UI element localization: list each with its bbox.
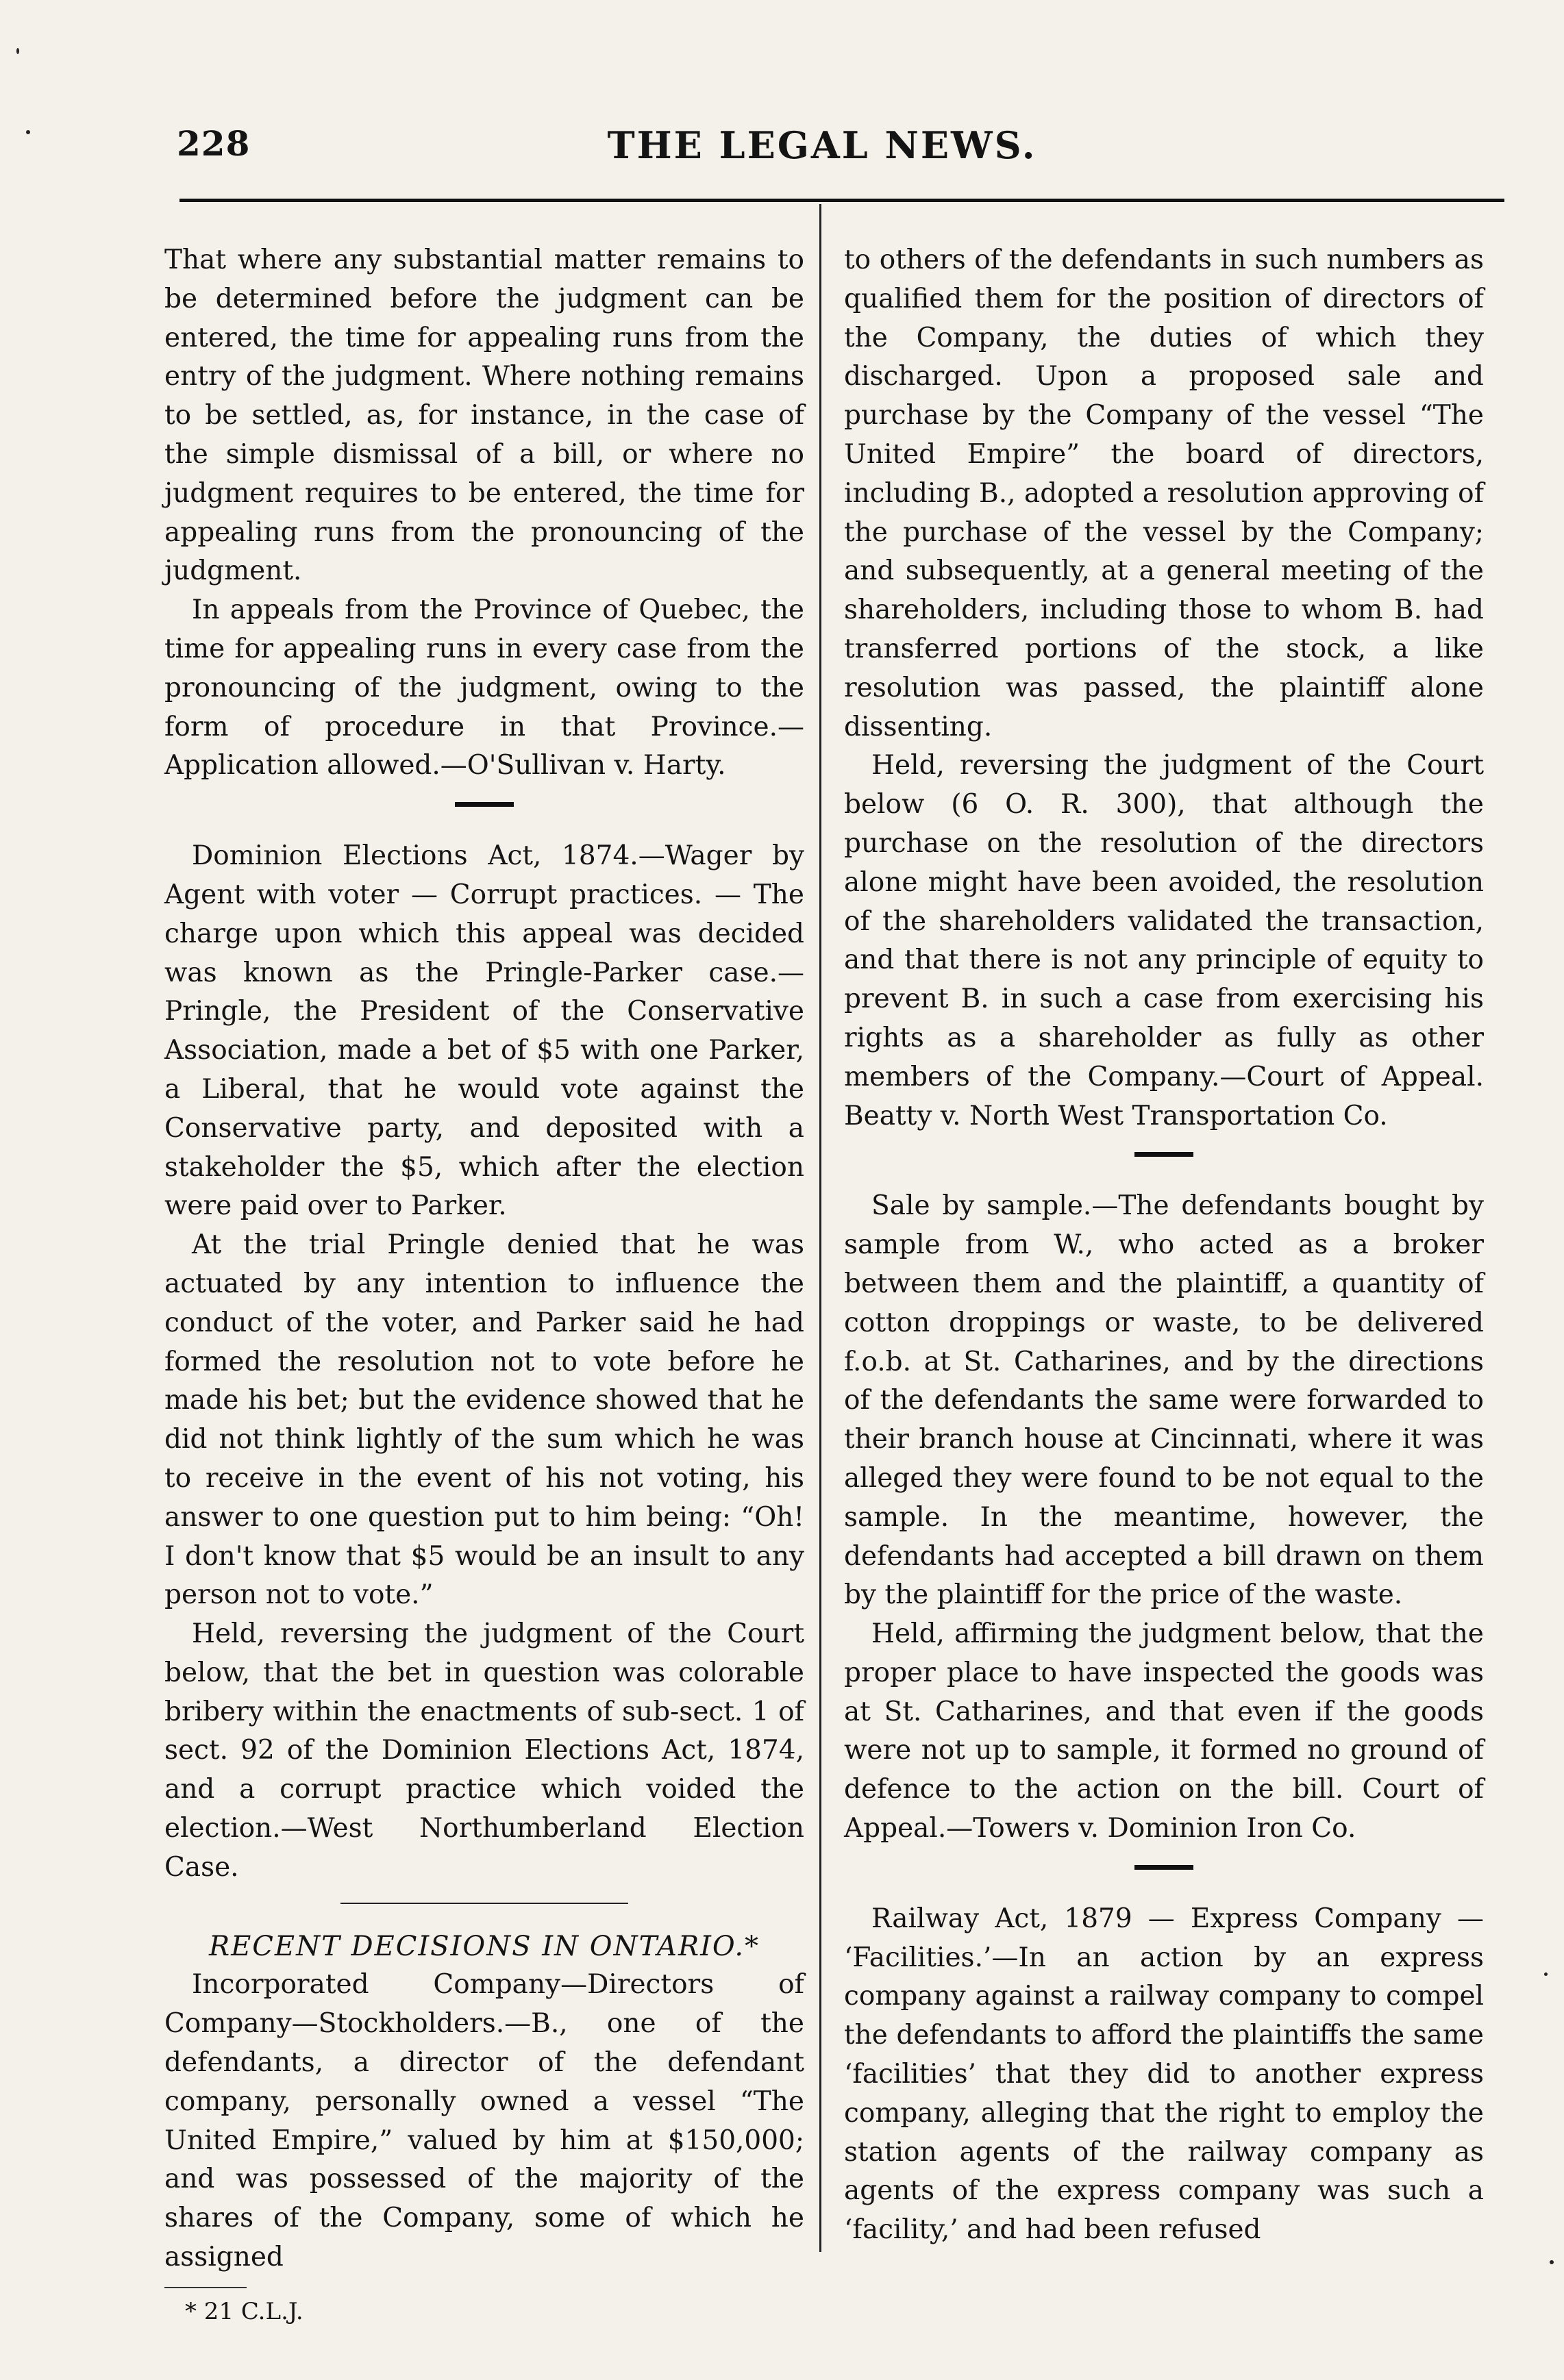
section-heading: RECENT DECISIONS IN ONTARIO.* (208, 1930, 760, 1962)
paragraph: Held, reversing the judgment of the Court below (6 O. R. 300), that although the purchase on the resolution of the directors alone might have been avoided, the resolution of the shareholders validated the transaction, and that there is not any principle of equity to prevent B. in such a case from exercising his rights as a shareholder as fully as other members of the Company.—Court of Appeal. Beatty v. North West Transportation Co. (844, 750, 1484, 1131)
section-rule (340, 1903, 628, 1904)
page-number: 228 (177, 123, 251, 164)
right-column (844, 241, 1484, 2250)
footnote-rule (164, 2287, 247, 2288)
paragraph: At the trial Pringle denied that he was actuated by any intention to influence the conduct of the voter, and Parker said he had formed the resolution not to vote before he made his bet; but the evidence showed that he did not think lightly of the sum which he was to receive in the event of his not voting, his answer to one question put to him being: “Oh! I don't know that $5 would be an insult to any person not to vote.” (164, 1229, 804, 1611)
running-head: THE LEGAL NEWS. (607, 123, 1037, 167)
footnote: * 21 C.L.J. (185, 2297, 303, 2325)
paragraph: Dominion Elections Act, 1874.—Wager by Agent with voter — Corrupt practices. — The charge upon which this appeal was decided was known as the Pringle-Parker case.—Pringle, the President of the Conservative Association, made a bet of $5 with one Parker, a Liberal, that he would vote against the Conservative party, and deposited with a stakeholder the $5, which after the election were paid over to Parker. (164, 840, 804, 1222)
scan-speck (1544, 1972, 1548, 1976)
section-separator (455, 802, 514, 807)
section-separator (1134, 1152, 1193, 1157)
column-divider (819, 204, 821, 2252)
scan-speck (16, 48, 19, 54)
paragraph: Held, affirming the judgment below, that the proper place to have inspected the goods was at St. Catharines, and that even if the goods were not up to sample, it formed no ground of defence to the action on the bill. Court of Appeal.—Towers v. Dominion Iron Co. (844, 1618, 1484, 1844)
header-rule (179, 199, 1504, 202)
paragraph: In appeals from the Province of Quebec, the time for appealing runs in every case from the pronouncing of the judgment, owing to the form of procedure in that Province.—Application allowed.—O'Sullivan v. Harty. (164, 594, 804, 781)
paragraph: That where any substantial matter remains to be determined before the judgment can be entered, the time for appealing runs from the entry of the judgment. Where nothing remains to be settled, as, for instance, in the case of the simple dismissal of a bill, or where no judgment requires to be entered, the time for appealing runs from the pronouncing of the judgment. (164, 245, 804, 587)
paragraph: to others of the defendants in such numbers as qualified them for the position of directors of the Company, the duties of which they discharged. Upon a proposed sale and purchase by the Company of the vessel “The United Empire” the board of directors, including B., adopted a resolution approving of the purchase of the vessel by the Company; and subsequently, at a general meeting of the shareholders, including those to whom B. had transferred portions of the stock, a like resolution was passed, the plaintiff alone dissenting. (844, 245, 1484, 742)
scan-speck (26, 130, 30, 134)
paragraph: Sale by sample.—The defendants bought by sample from W., who acted as a broker between them and the plaintiff, a quantity of cotton droppings or waste, to be delivered f.o.b. at St. Catharines, and by the directions of the defendants the same were forwarded to their branch house at Cincinnati, where it was alleged they were found to be not equal to the sample. In the meantime, however, the defendants had accepted a bill drawn on them by the plaintiff for the price of the waste. (844, 1190, 1484, 1611)
scan-speck (1550, 2260, 1554, 2264)
paragraph: Incorporated Company—Directors of Company—Stockholders.—B., one of the defendants, a director of the defendant company, personally owned a vessel “The United Empire,” valued by him at $150,000; and was possessed of the majority of the shares of the Company, some of which he assigned (164, 1969, 804, 2273)
paragraph: Railway Act, 1879 — Express Company — ‘Facilities.’—In an action by an express company against a railway company to compel the defendants to afford the plaintiffs the same ‘facilities’ that they did to another express company, alleging that the right to employ the station agents of the railway company as agents of the express company was such a ‘facility,’ and had been refused (844, 1903, 1484, 2246)
section-separator (1134, 1865, 1193, 1870)
left-column (164, 241, 804, 2328)
paragraph: Held, reversing the judgment of the Court below, that the bet in question was colorable bribery within the enactments of sub-sect. 1 of sect. 92 of the Dominion Elections Act, 1874, and a corrupt practice which voided the election.—West Northumberland Election Case. (164, 1618, 804, 1883)
